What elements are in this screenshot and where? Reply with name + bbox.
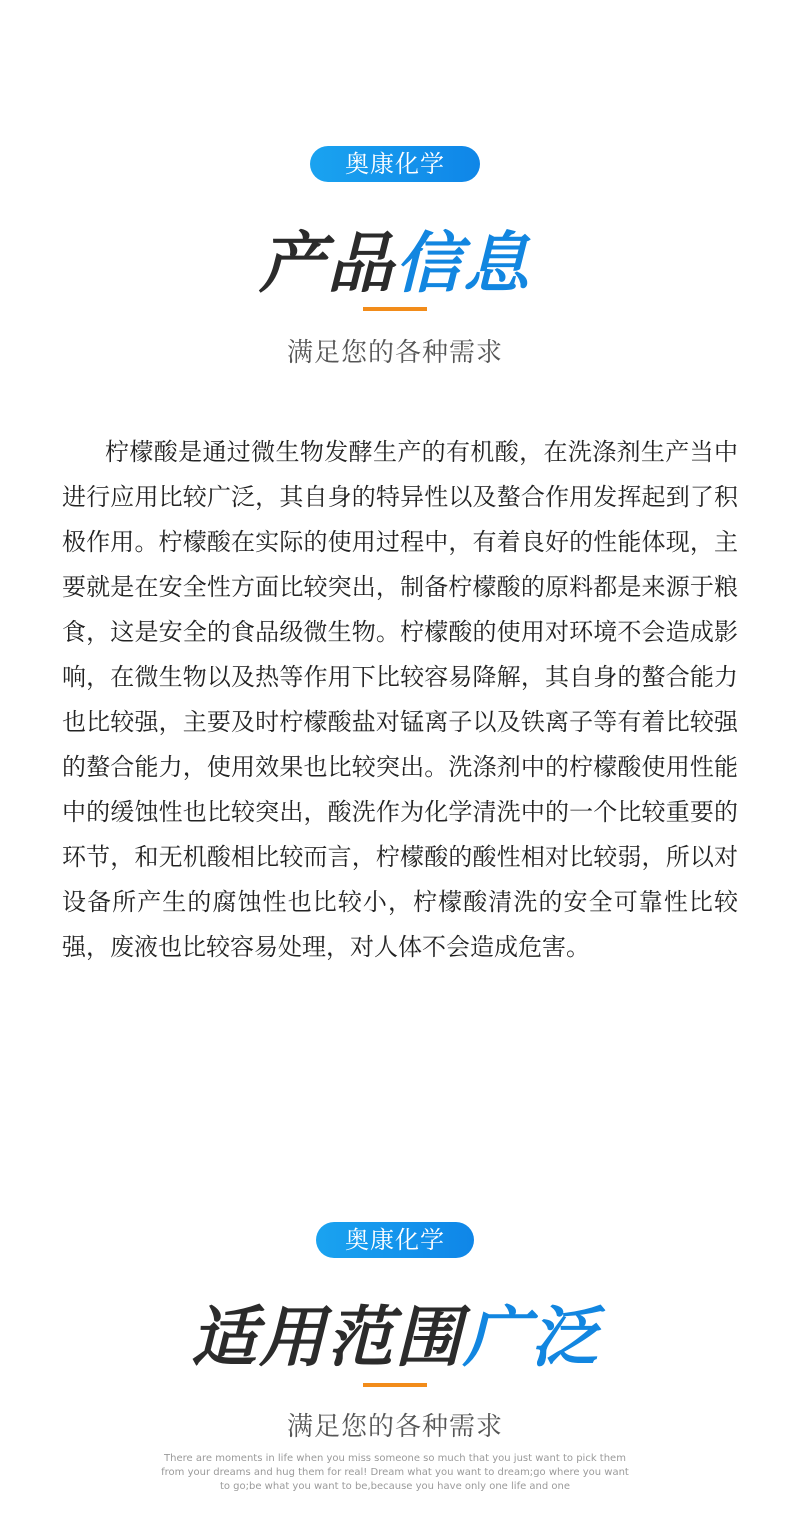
title-underline [363,1383,427,1387]
title-blue-part: 信息 [395,225,531,302]
section-title-application-scope [0,1284,790,1379]
brand-badge: 奥康化学 [316,1222,474,1258]
section-subtitle: 满足您的各种需求 [286,1412,503,1442]
title-dark-part: 产品 [259,225,395,302]
section-title-product-info [0,210,790,305]
decorative-english-quote: There are moments in life when you miss someone so much that you just want to pick them from your dreams and hug them for real! Dream what you want to dream;go where you want to go;be what you want to be,because you have only one life and one [161,1453,629,1492]
title-blue-part: 广泛 [463,1299,599,1376]
product-description: 柠檬酸是通过微生物发酵生产的有机酸，在洗涤剂生产当中进行应用比较广泛，其自身的特异性以及螯合作用发挥起到了积极作用。柠檬酸在实际的使用过程中，有着良好的性能体现，主要就是在安全性方面比较突出，制备柠檬酸的原料都是来源于粮食，这是安全的食品级微生物。柠檬酸的使用对环境不会造成影响，在微生物以及热等作用下比较容易降解，其自身的螯合能力也比较强，主要及时柠檬酸盐对锰离子以及铁离子等有着比较强的螯合能力，使用效果也比较突出。洗涤剂中的柠檬酸使用性能中的缓蚀性也比较突出，酸洗作为化学清洗中的一个比较重要的环节，和无机酸相比较而言，柠檬酸的酸性相对比较弱，所以对设备所产生的腐蚀性也比较小，柠檬酸清洗的安全可靠性比较强，废液也比较容易处理，对人体不会造成危害。 [62,438,738,961]
brand-badge: 奥康化学 [310,146,480,182]
title-underline [363,307,427,311]
title-dark-part: 适用范围 [191,1299,463,1376]
section-subtitle: 满足您的各种需求 [286,338,503,368]
